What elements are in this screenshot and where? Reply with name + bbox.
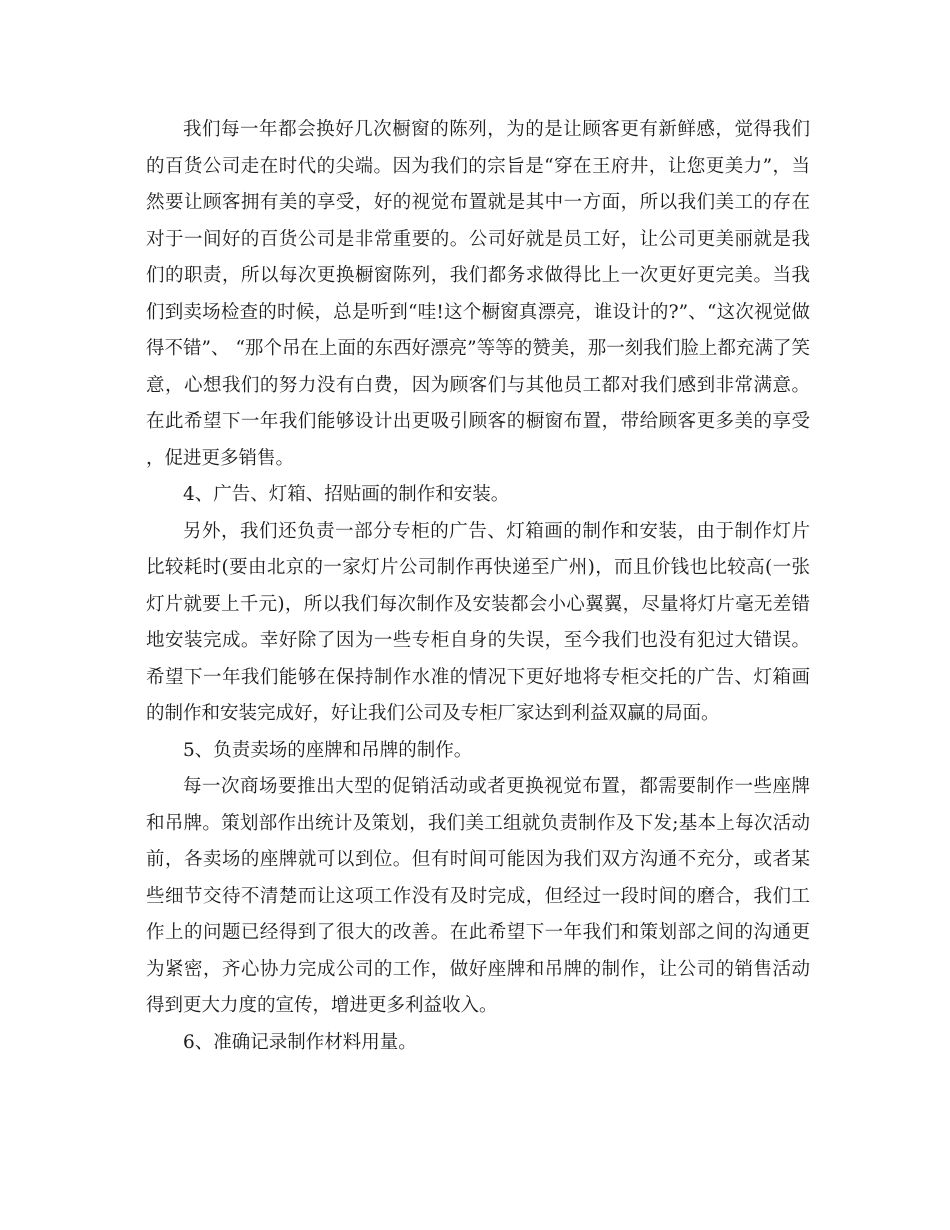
paragraph-advertising: 另外，我们还负责一部分专柜的广告、灯箱画的制作和安装，由于制作灯片比较耗时(要由北京的一家灯片公司制作再快递至广州)，而且价钱也比较高(一张灯片就要上千元)，所以我们每次制作及安装都会小心翼翼，尽量将灯片毫无差错地安装完成。幸好除了因为一些专柜自身的失误，至今我们也没有犯过大错误。希望下一年我们能够在保持制作水准的情况下更好地将专柜交托的广告、灯箱画的制作和安装完成好，好让我们公司及专柜厂家达到利益双赢的局面。	[146, 520, 810, 724]
section-heading-signage: 5、负责卖场的座牌和吊牌的制作。	[183, 739, 473, 761]
section-heading-materials: 6、准确记录制作材料用量。	[183, 1031, 417, 1053]
section-heading-advertising: 4、广告、灯箱、招贴画的制作和安装。	[183, 484, 510, 505]
paragraph-window-display: 我们每一年都会换好几次橱窗的陈列，为的是让顾客更有新鲜感，觉得我们的百货公司走在时代的尖端。因为我们的宗旨是“穿在王府井，让您更美力”，当然要让顾客拥有美的享受，好的视觉布置就是其中一方面，所以我们美工的存在对于一间好的百货公司是非常重要的。公司好就是员工好，让公司更美丽就是我们的职责，所以每次更换橱窗陈列，我们都务求做得比上一次更好更完美。当我们到卖场检查的时候，总是听到“哇!这个橱窗真漂亮，谁设计的?”、“这次视觉做得不错”、 “那个吊在上面的东西好漂亮”等等的赞美，那一刻我们脸上都充满了笑意，心想我们的努力没有白费，因为顾客们与其他员工都对我们感到非常满意。在此希望下一年我们能够设计出更吸引顾客的橱窗布置，带给顾客更多美的享受，促进更多销售。	[146, 119, 810, 469]
document-body	[146, 112, 810, 1061]
paragraph-signage: 每一次商场要推出大型的促销活动或者更换视觉布置，都需要制作一些座牌和吊牌。策划部作出统计及策划，我们美工组就负责制作及下发;基本上每次活动前，各卖场的座牌就可以到位。但有时间可能因为我们双方沟通不充分，或者某些细节交待不清楚而让这项工作没有及时完成，但经过一段时间的磨合，我们工作上的问题已经得到了很大的改善。在此希望下一年我们和策划部之间的沟通更为紧密，齐心协力完成公司的工作，做好座牌和吊牌的制作，让公司的销售活动得到更大力度的宣传，增进更多利益收入。	[146, 776, 810, 1016]
